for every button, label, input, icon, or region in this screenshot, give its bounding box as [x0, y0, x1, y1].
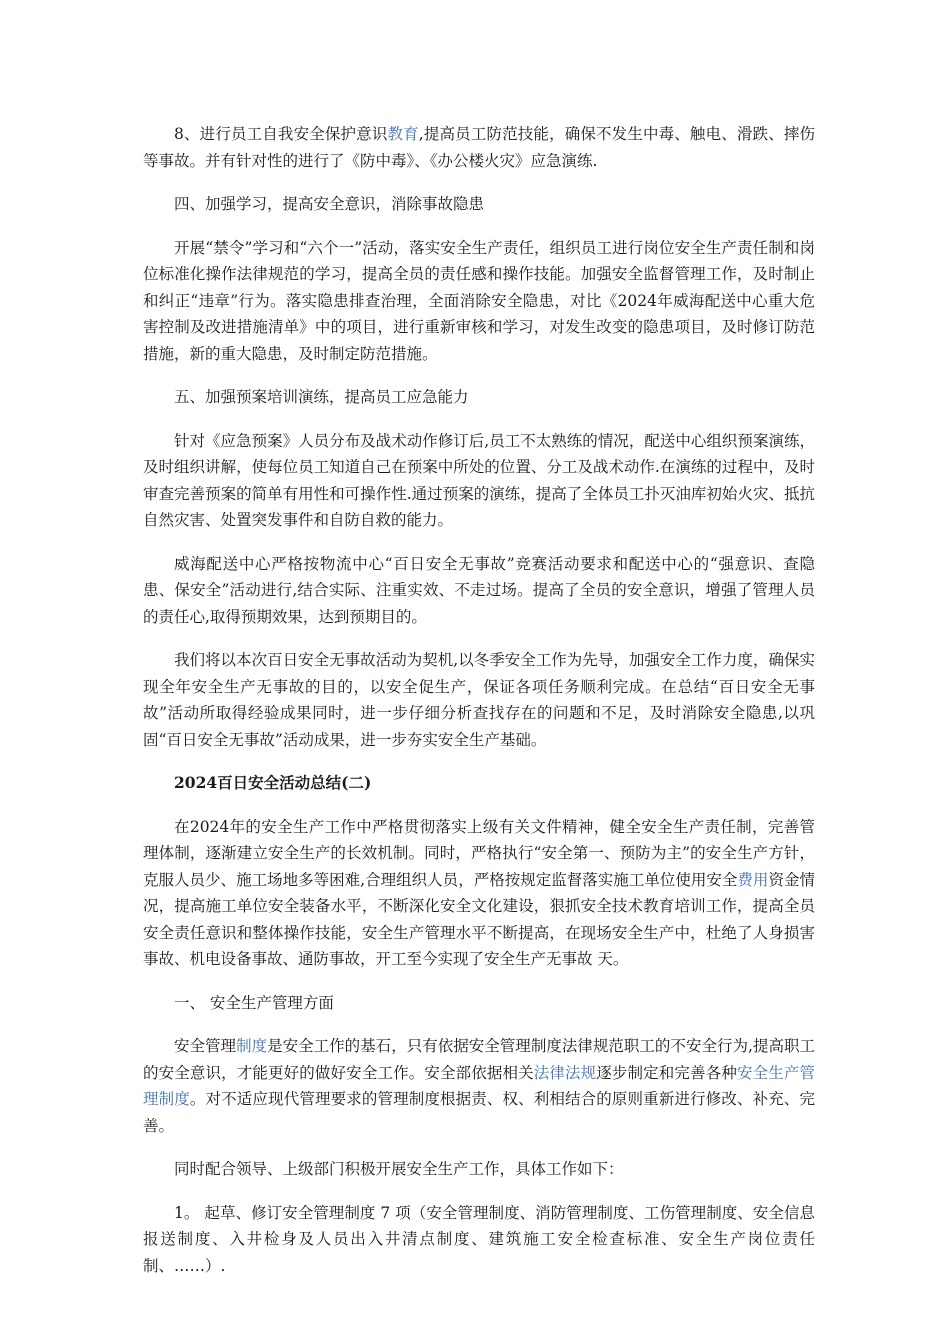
part-two-title: 2024百日安全活动总结(二): [174, 773, 372, 792]
system-link[interactable]: 制度: [236, 1037, 268, 1055]
paragraph-text: 安全管理: [174, 1037, 237, 1055]
paragraph-text: 资金情况，提高施工单位安全装备水平，不断深化安全文化建设，狠抓安全技术教育培训工作，提高全员安全责任意识和整体操作技能，安全生产管理水平不断提高，在现场安全生产中，杜绝了人身损害事故、机电设备事故、通防事故，开工至今实现了安全生产无事故 天。: [143, 870, 815, 968]
safety-rules-link[interactable]: 安全生产管理制度: [143, 1063, 815, 1108]
laws-link[interactable]: 法律法规: [533, 1063, 597, 1082]
paragraph-item-8: [143, 121, 815, 174]
paragraph-intro-part-two: [143, 814, 815, 973]
education-link[interactable]: 教育: [387, 125, 419, 143]
paragraph-cooperation: 同时配合领导、上级部门积极开展安全生产工作，具体工作如下：: [174, 1160, 624, 1178]
paragraph-summary: 威海配送中心严格按物流中心“百日安全无事故”竞赛活动要求和配送中心的“强意识、查隐患、保安全”活动进行,结合实际、注重实效、不走过场。提高了全员的安全意识，增强了管理人员的责任心,取得预期效果，达到预期目的。: [143, 554, 815, 626]
paragraph-outlook: 我们将以本次百日安全无事故活动为契机,以冬季安全工作为先导，加强安全工作力度，确保实现全年安全生产无事故的目的，以安全促生产，保证各项任务顺利完成。在总结“百日安全无事故”活动所取得经验成果同时，进一步仔细分析查找存在的问题和不足，及时消除安全隐患,以巩固“百日安全无事故”活动成果，进一步夯实安全生产基础。: [143, 651, 815, 749]
paragraph-item-1: 1。 起草、修订安全管理制度 7 项（安全管理制度、消防管理制度、工伤管理制度、安全信息报送制度、入井检身及人员出入井清点制度、建筑施工安全检查标准、安全生产岗位责任制、……）.: [143, 1203, 815, 1275]
paragraph-drill: 针对《应急预案》人员分布及战术动作修订后,员工不太熟练的情况，配送中心组织预案演练，及时组织讲解，使每位员工知道自己在预案中所处的位置、分工及战术动作.在演练的过程中，及时审查完善预案的简单有用性和可操作性.通过预案的演练，提高了全体员工扑灭油库初始火灾、抵抗自然灾害、处置突发事件和自防自救的能力。: [143, 431, 815, 529]
paragraph-text: ,提高员工防范技能，确保不发生中毒、触电、滑跌、摔伤等事故。并有针对性的进行了《防中毒》、《办公楼火灾》应急演练.: [143, 125, 815, 170]
section-heading-four: 四、加强学习，提高安全意识，消除事故隐患: [174, 195, 485, 213]
paragraph-text: 在2024年的安全生产工作中严格贯彻落实上级有关文件精神，健全安全生产责任制，完善管理体制，逐渐建立安全生产的长效机制。同时，严格执行“安全第一、预防为主”的安全生产方针，克服人员少、施工场地多等困难,合理组织人员，严格按规定监督落实施工单位使用安全: [143, 817, 815, 889]
section-heading-one: 一、 安全生产管理方面: [174, 993, 334, 1012]
cost-link[interactable]: 费用: [737, 870, 769, 889]
paragraph-management: [143, 1033, 815, 1139]
section-heading-five: 五、加强预案培训演练，提高员工应急能力: [174, 388, 469, 406]
paragraph-text: 逐步制定和完善各种: [596, 1063, 737, 1082]
paragraph-text: 是安全工作的基石，只有依据安全管理制度法律规范职工的不安全行为,提高职工的安全意识，才能更好的做好安全工作。安全部依据相关: [143, 1037, 815, 1082]
document-body: [143, 121, 815, 1296]
paragraph-study: 开展“禁令”学习和“六个一”活动，落实安全生产责任，组织员工进行岗位安全生产责任制和岗位标准化操作法律规范的学习，提高全员的责任感和操作技能。加强安全监督管理工作，及时制止和纠正“违章”行为。落实隐患排查治理，全面消除安全隐患，对比《2024年威海配送中心重大危害控制及改进措施清单》中的项目，进行重新审核和学习，对发生改变的隐患项目，及时修订防范措施，新的重大隐患，及时制定防范措施。: [143, 238, 815, 363]
paragraph-text: 。对不适应现代管理要求的管理制度根据责、权、利相结合的原则重新进行修改、补充、完善。: [143, 1090, 815, 1135]
paragraph-text: 8、进行员工自我安全保护意识: [174, 125, 388, 143]
